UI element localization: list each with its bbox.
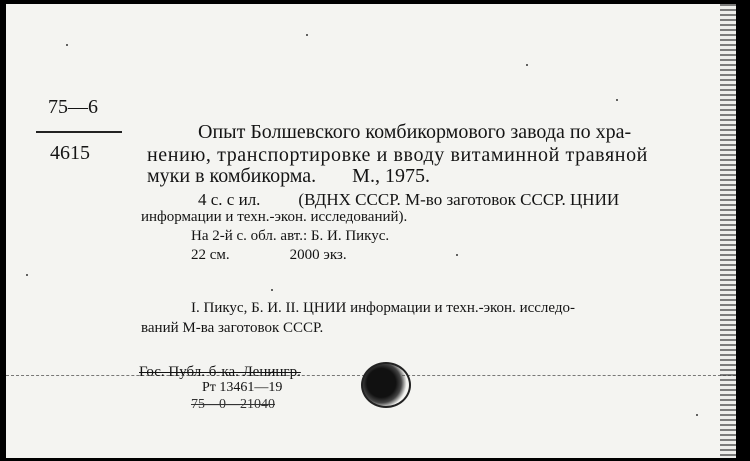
speck: [616, 99, 618, 101]
speck: [526, 64, 528, 66]
title-line-3: [147, 165, 430, 188]
title-end: муки в комбикорма.: [147, 165, 317, 187]
stamp-code: 75—0—21040: [191, 397, 275, 412]
tracings-line-1: I. Пикус, Б. И. II. ЦНИИ информации и техн.-экон. исследо-: [191, 300, 576, 316]
size: 22 см.: [191, 247, 230, 263]
speck: [696, 414, 698, 416]
size-and-copies: [191, 247, 347, 264]
author-note: На 2-й с. обл. авт.: Б. И. Пикус.: [191, 228, 390, 244]
title-line-1: Опыт Болшевского комбикормового завода по хра-: [198, 121, 632, 143]
ink-seal-icon: [361, 362, 411, 408]
card-edge: [720, 4, 736, 458]
stamp-number: Рт 13461—19: [202, 380, 283, 395]
catalog-card: [6, 4, 736, 458]
pagination: 4 с. с ил.: [198, 190, 261, 209]
imprint: М., 1975.: [352, 165, 430, 187]
title-line-2: нению, транспортировке и вводу витаминной травяной: [147, 144, 648, 166]
speck: [26, 274, 28, 276]
copies: 2000 экз.: [289, 247, 347, 263]
speck: [271, 289, 273, 291]
collation-line-1: [198, 190, 619, 210]
call-number-bottom: 4615: [50, 142, 90, 164]
series-start: (ВДНХ СССР. М-во заготовок СССР. ЦНИИ: [298, 190, 620, 209]
call-number-top: 75—6: [48, 96, 98, 118]
speck: [456, 254, 458, 256]
library-stamp: Гос. Публ. б-ка. Ленингр.: [139, 364, 301, 380]
call-number-divider: [36, 131, 122, 133]
tracings-line-2: ваний М-ва заготовок СССР.: [141, 320, 324, 336]
collation-line-2: информации и техн.-экон. исследований).: [141, 209, 408, 225]
speck: [66, 44, 68, 46]
speck: [306, 34, 308, 36]
